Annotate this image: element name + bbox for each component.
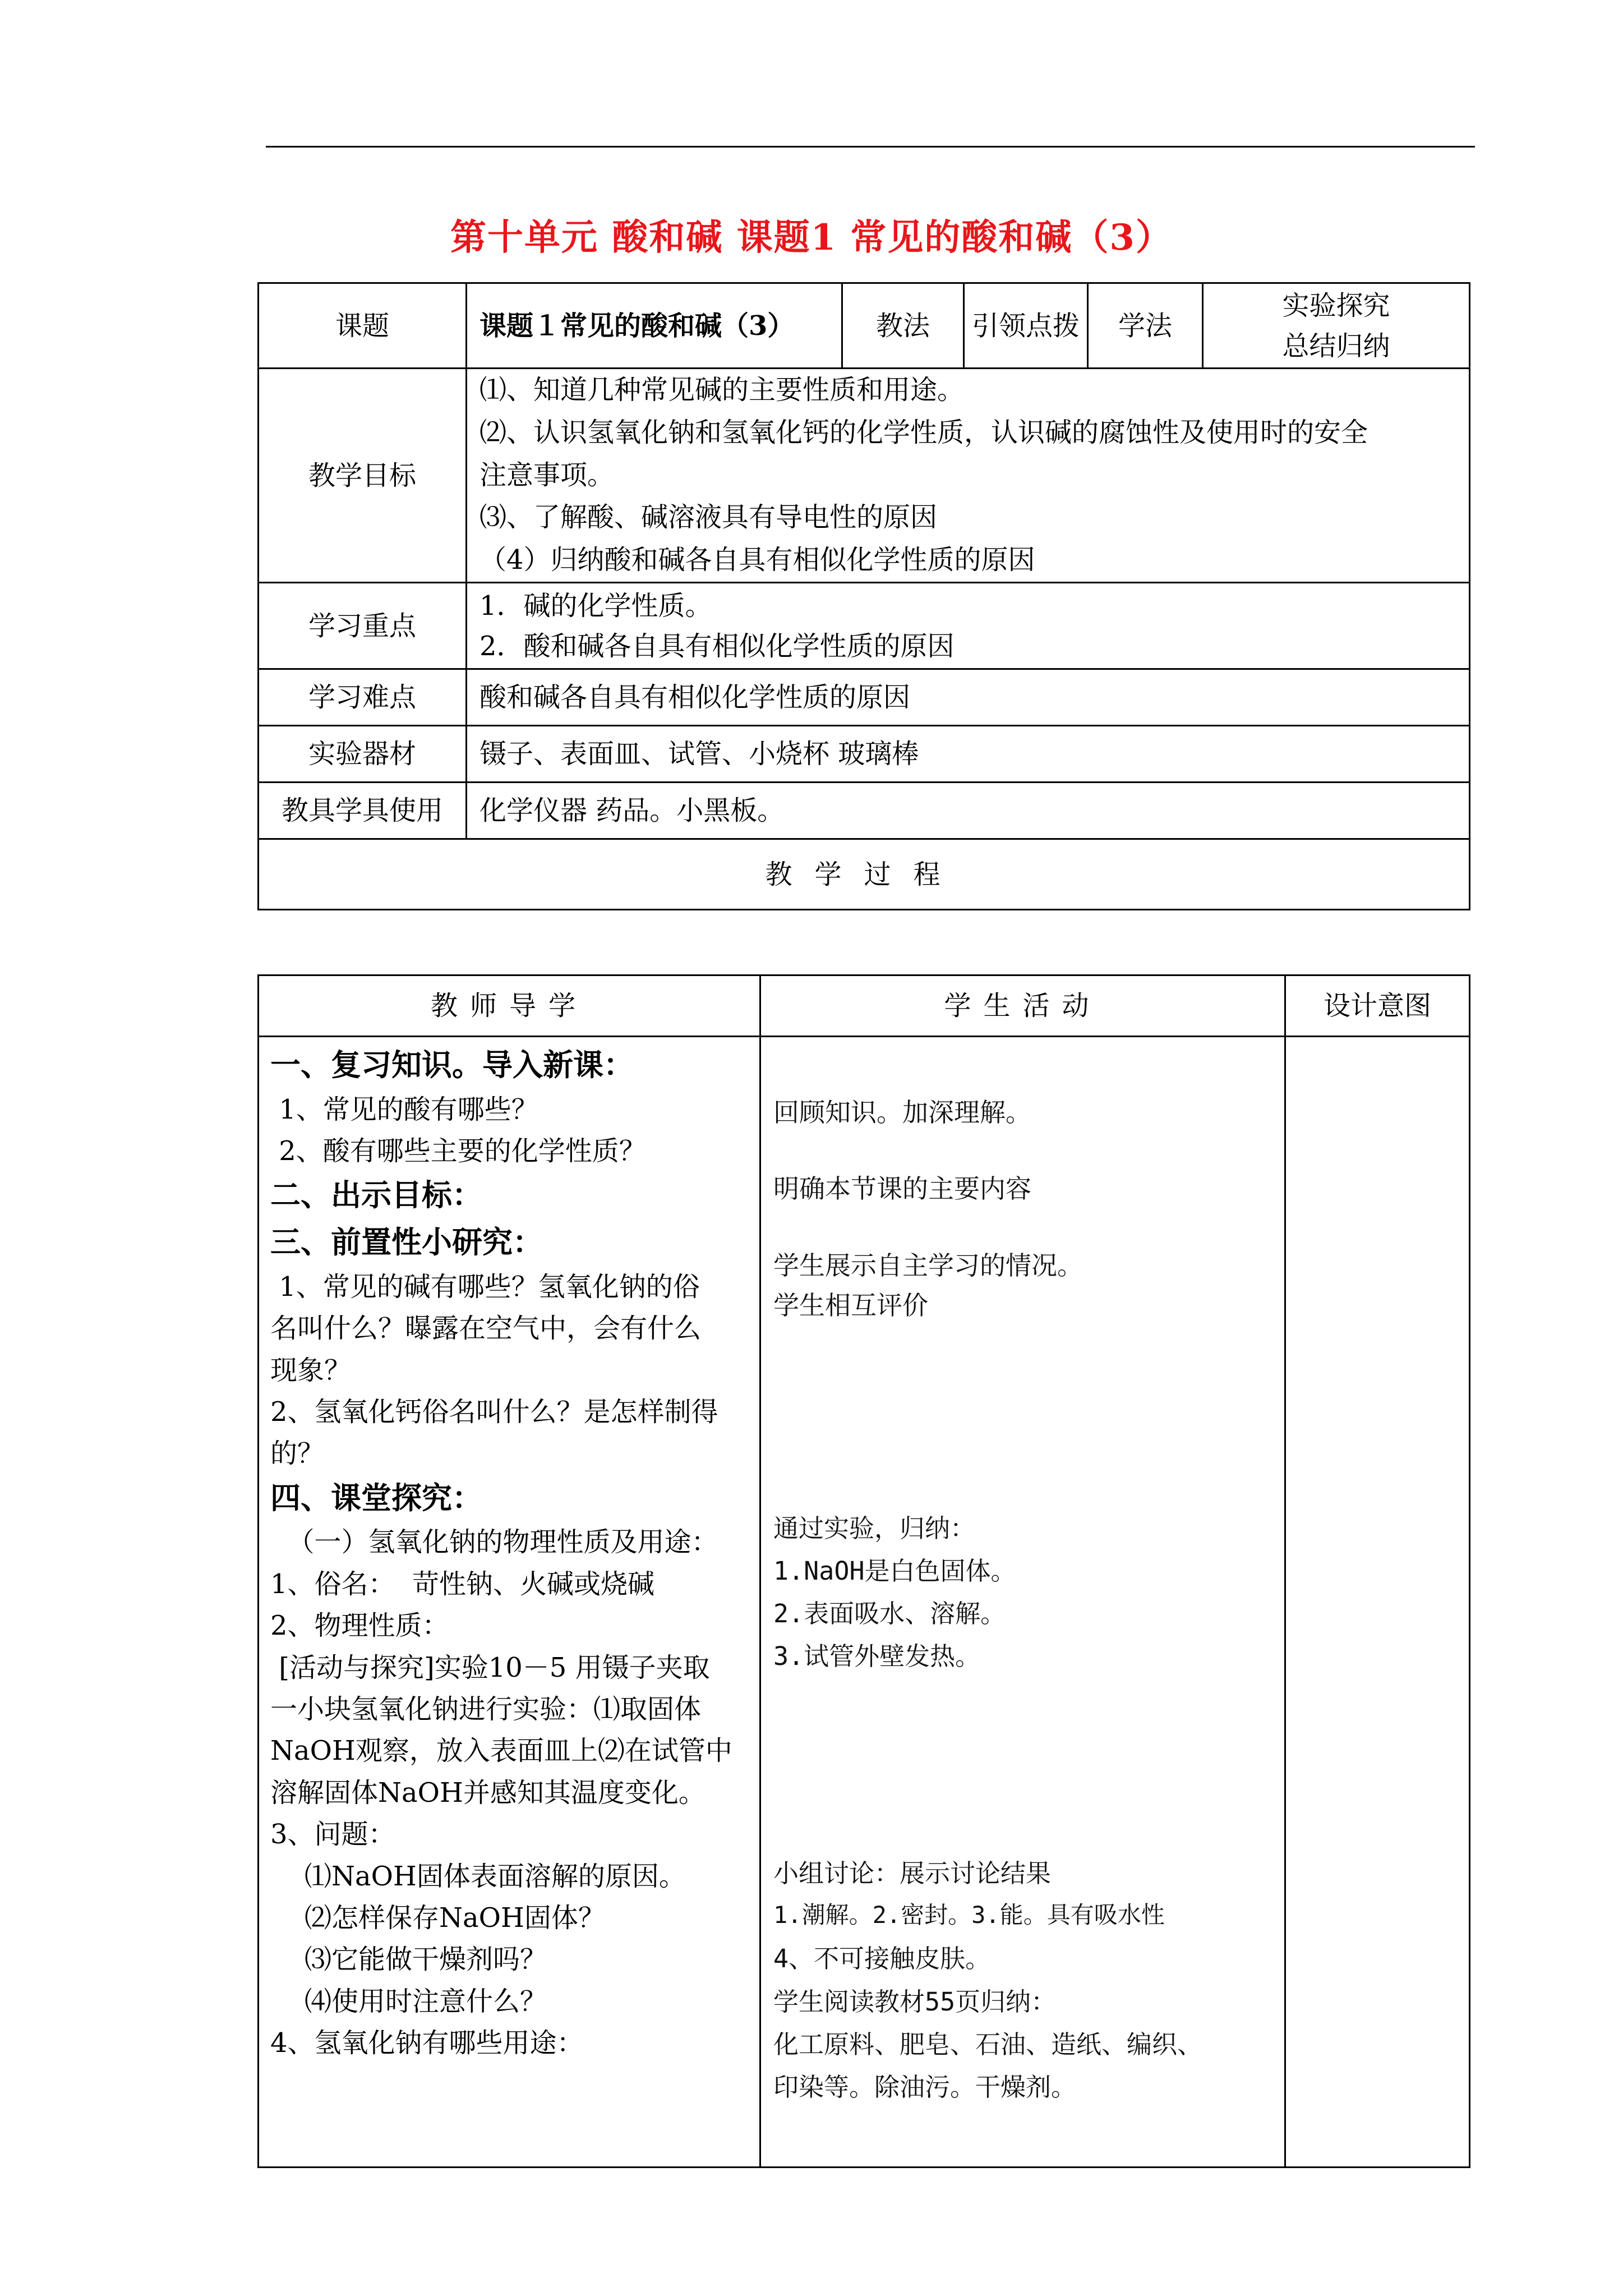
student-line: 1.NaOH是白色固体。: [773, 1556, 1016, 1586]
design-column-header: 设计意图: [1285, 976, 1470, 1037]
key-point-line: 2．酸和碱各自具有相似化学性质的原因: [479, 630, 955, 662]
study-value-line: 总结归纳: [1282, 330, 1390, 362]
method-label: 教法: [842, 283, 964, 369]
teacher-line: ⑶它能做干燥剂吗？: [270, 1944, 547, 1976]
teacher-line: 2、酸有哪些主要的化学性质？: [270, 1135, 646, 1167]
student-line: 3.试管外壁发热。: [773, 1641, 981, 1671]
key-points-label: 学习重点: [259, 583, 467, 669]
key-point-line: 1．碱的化学性质。: [479, 590, 712, 622]
equipment-label: 实验器材: [259, 726, 467, 783]
student-line: 1.潮解。2.密封。3.能。具有吸水性: [773, 1901, 1165, 1929]
objective-line: （4）归纳酸和碱各自具有相似化学性质的原因: [479, 544, 1035, 576]
teacher-line: 1、俗名： 苛性钠、火碱或烧碱: [270, 1568, 655, 1600]
teacher-line: 的？: [270, 1438, 325, 1470]
teacher-line: 现象？: [270, 1354, 352, 1386]
process-heading: 教学过程: [259, 839, 1470, 910]
student-column-header: 学生活动: [760, 976, 1285, 1037]
study-label: 学法: [1088, 283, 1203, 369]
teacher-line: 名叫什么？曝露在空气中，会有什么: [270, 1313, 702, 1345]
teaching-aids-row: [259, 783, 1470, 839]
difficulties-label: 学习难点: [259, 669, 467, 726]
student-line: 回顾知识。加深理解。: [773, 1097, 1031, 1128]
student-line: 明确本节课的主要内容: [773, 1174, 1031, 1204]
teacher-guide-cell: [259, 1037, 760, 2168]
objective-line: ⑶、了解酸、碱溶液具有导电性的原因: [479, 501, 938, 533]
student-line: 学生阅读教材55页归纳：: [773, 1987, 1057, 2017]
teacher-line: 3、问题：: [270, 1819, 395, 1851]
student-line: 印染等。除油污。干燥剂。: [773, 2072, 1077, 2102]
objectives-row: [259, 369, 1470, 583]
teacher-line: 一小块氢氧化钠进行实验：⑴取固体: [270, 1694, 702, 1726]
objectives-label: 教学目标: [259, 369, 467, 583]
teaching-process-table: [257, 974, 1470, 2168]
lesson-info-table: [257, 282, 1470, 910]
topic-value: 课题１常见的酸和碱（3）: [467, 283, 842, 369]
teacher-line: 4、氢氧化钠有哪些用途：: [270, 2027, 584, 2059]
student-activity-cell: [760, 1037, 1285, 2168]
teacher-line: 2、物理性质：: [270, 1610, 449, 1642]
teacher-line: 一、复习知识。导入新课：: [270, 1047, 634, 1083]
teacher-line: 溶解固体NaOH并感知其温度变化。: [270, 1777, 706, 1809]
process-content-row: [259, 1037, 1470, 2168]
difficulties-row: [259, 669, 1470, 726]
teacher-column-header: 教师导学: [259, 976, 760, 1037]
student-line: 学生相互评价: [773, 1290, 928, 1320]
teacher-line: NaOH观察，放入表面皿上⑵在试管中: [270, 1735, 732, 1767]
teacher-line: 1、常见的酸有哪些？: [270, 1093, 538, 1125]
teacher-line: ⑷使用时注意什么？: [270, 1985, 547, 2017]
teacher-line: ⑴NaOH固体表面溶解的原因。: [270, 1860, 686, 1892]
student-line: 4、不可接触皮肤。: [773, 1944, 991, 1973]
key-points-row: [259, 583, 1470, 669]
student-line: 通过实验，归纳：: [773, 1513, 976, 1543]
teacher-line: 三、前置性小研究：: [270, 1224, 543, 1260]
objective-line: ⑵、认识氢氧化钠和氢氧化钙的化学性质，认识碱的腐蚀性及使用时的安全: [479, 416, 1368, 448]
study-value-line: 实验探究: [1282, 289, 1390, 321]
student-line: 2.表面吸水、溶解。: [773, 1599, 1006, 1628]
study-value: [1203, 283, 1470, 369]
teacher-line: 1、常见的碱有哪些？氢氧化钠的俗: [270, 1271, 700, 1303]
topic-row: [259, 283, 1470, 369]
equipment-content: 镊子、表面皿、试管、小烧杯 玻璃棒: [467, 726, 1470, 783]
teaching-aids-content: 化学仪器 药品。小黑板。: [467, 783, 1470, 839]
page-title: 第十单元 酸和碱 课题1 常见的酸和碱（3）: [450, 217, 1173, 259]
teacher-line: 2、氢氧化钙俗名叫什么？是怎样制得: [270, 1396, 718, 1428]
equipment-row: [259, 726, 1470, 783]
objective-line: 注意事项。: [479, 459, 615, 491]
teacher-line: 二、出示目标：: [270, 1177, 482, 1213]
difficulties-content: 酸和碱各自具有相似化学性质的原因: [467, 669, 1470, 726]
teacher-line: 四、课堂探究：: [270, 1479, 482, 1516]
process-column-header-row: [259, 976, 1470, 1037]
method-value: 引领点拨: [964, 283, 1088, 369]
key-points-content: [467, 583, 1470, 669]
student-line: 小组讨论：展示讨论结果: [773, 1858, 1052, 1888]
teacher-line: [活动与探究]实验10－5 用镊子夹取: [270, 1651, 710, 1683]
header-rule: [266, 146, 1475, 148]
objectives-content: [467, 369, 1470, 583]
process-heading-row: [259, 839, 1470, 910]
objective-line: ⑴、知道几种常见碱的主要性质和用途。: [479, 374, 965, 406]
topic-label: 课题: [259, 283, 467, 369]
teacher-line: ⑵怎样保存NaOH固体？: [270, 1902, 605, 1934]
design-intent-cell: [1285, 1037, 1470, 2168]
teacher-line: （一）氢氧化钠的物理性质及用途：: [270, 1526, 718, 1558]
student-line: 学生展示自主学习的情况。: [773, 1250, 1083, 1281]
teaching-aids-label: 教具学具使用: [259, 783, 467, 839]
student-line: 化工原料、肥皂、石油、造纸、编织、: [773, 2030, 1203, 2059]
